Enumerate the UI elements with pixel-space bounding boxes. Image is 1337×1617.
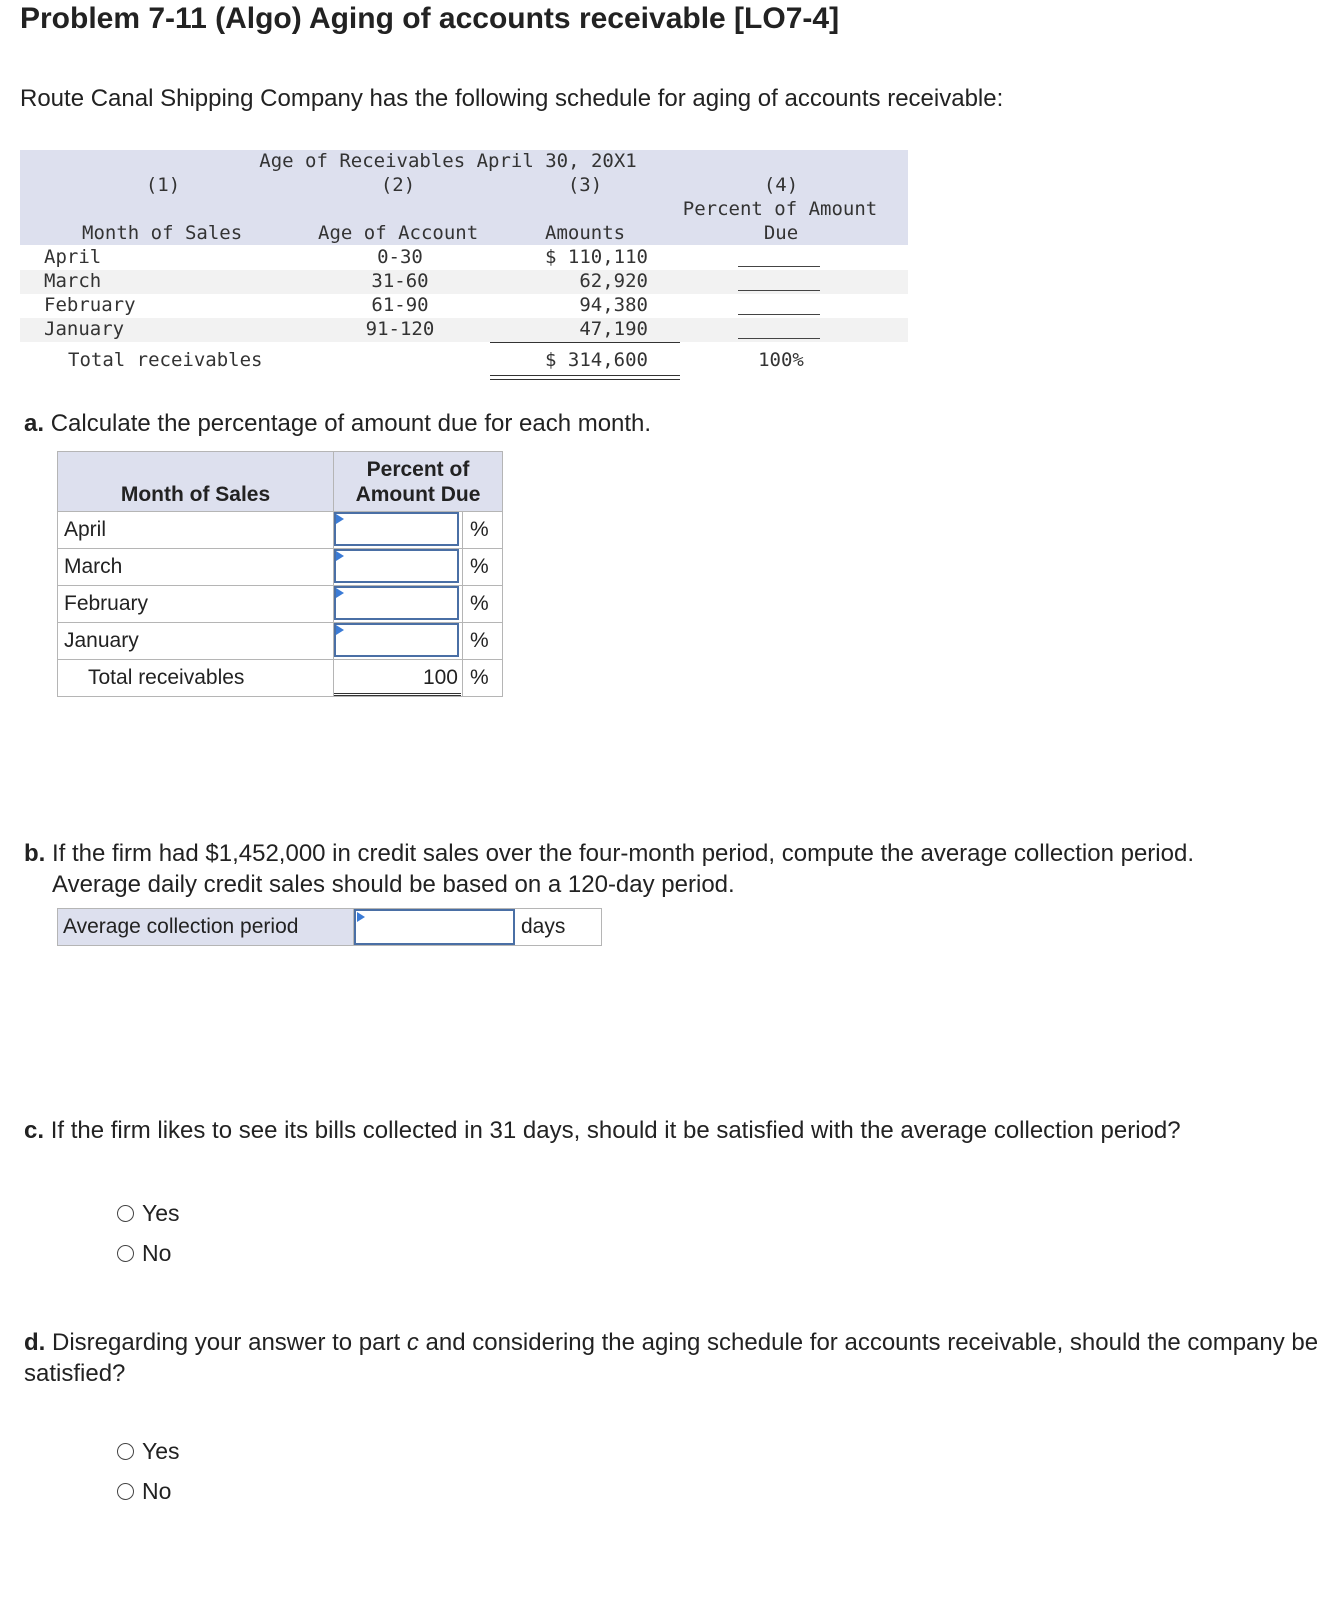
col4-number: (4) <box>763 174 799 196</box>
part-d-text-pre: Disregarding your answer to part <box>52 1329 407 1356</box>
schedule-total-percent: 100% <box>758 349 804 371</box>
schedule-age: 31-60 <box>371 270 429 292</box>
schedule-amount: 94,380 <box>579 294 648 316</box>
schedule-month: March <box>44 270 102 292</box>
radio-label: Yes <box>142 1437 180 1464</box>
part-a-col2-header-line2: Amount Due <box>355 483 481 506</box>
col1-header: Month of Sales <box>82 222 243 244</box>
col1-number: (1) <box>145 174 181 196</box>
radio-label: No <box>142 1239 172 1266</box>
schedule-caption: Age of Receivables April 30, 20X1 <box>259 150 637 172</box>
collection-period-label: Average collection period <box>58 909 354 945</box>
part-a-input-cell <box>334 512 503 549</box>
col2-header: Age of Account <box>318 222 479 244</box>
schedule-month: April <box>44 246 102 268</box>
col2-number: (2) <box>380 174 416 196</box>
schedule-amount: 47,190 <box>579 318 648 340</box>
percent-unit: % <box>462 549 502 585</box>
radio-circle-icon <box>117 1205 134 1222</box>
days-unit: days <box>521 915 566 938</box>
part-a-col2-header <box>334 452 503 512</box>
input-marker-icon <box>336 588 344 598</box>
input-marker-icon <box>336 625 344 635</box>
part-c-letter: c. <box>24 1117 45 1144</box>
part-a-input-cell <box>334 549 503 586</box>
part-a-total-cell <box>334 660 503 697</box>
percent-unit: % <box>462 586 502 622</box>
problem-title: Problem 7-11 (Algo) Aging of accounts receivable [LO7-4] <box>20 2 840 35</box>
percent-unit: % <box>462 512 502 548</box>
part-d-yes-radio[interactable] <box>117 1431 180 1471</box>
radio-label: No <box>142 1477 172 1504</box>
schedule-percent-blank <box>738 338 820 339</box>
input-marker-icon <box>336 551 344 561</box>
part-d-letter: d. <box>24 1329 46 1356</box>
part-a-row-label: February <box>58 586 334 623</box>
part-c-no-radio[interactable] <box>117 1233 180 1273</box>
part-d-text-italic: c <box>406 1329 419 1356</box>
part-a-table <box>57 451 503 697</box>
input-marker-icon <box>357 912 365 922</box>
schedule-percent-blank <box>738 266 820 267</box>
part-a-row-label: April <box>58 512 334 549</box>
total-double-rule <box>490 375 680 380</box>
radio-label: Yes <box>142 1199 180 1226</box>
part-d-no-radio[interactable] <box>117 1471 180 1511</box>
schedule-month: February <box>44 294 136 316</box>
part-d-options <box>117 1431 180 1511</box>
january-percent-input[interactable] <box>334 623 459 657</box>
part-a-col1-header: Month of Sales <box>58 452 334 512</box>
part-d-text-post: and considering the aging schedule for accounts receivable, should the company be satisfied? <box>24 1329 1319 1387</box>
part-a-row-label: January <box>58 623 334 660</box>
march-percent-input[interactable] <box>334 549 459 583</box>
schedule-age: 91-120 <box>365 318 435 340</box>
radio-circle-icon <box>117 1483 134 1500</box>
part-a-total-label: Total receivables <box>58 660 334 697</box>
part-c-question <box>24 1117 1181 1145</box>
col3-number: (3) <box>567 174 603 196</box>
april-percent-input[interactable] <box>334 512 459 546</box>
radio-circle-icon <box>117 1245 134 1262</box>
collection-period-input[interactable] <box>354 909 515 945</box>
schedule-month: January <box>44 318 125 340</box>
input-marker-icon <box>336 514 344 524</box>
subtotal-rule <box>490 342 680 343</box>
part-a-input-cell <box>334 623 503 660</box>
schedule-age: 61-90 <box>371 294 429 316</box>
part-c-options <box>117 1193 180 1273</box>
part-a-letter: a. <box>24 410 45 437</box>
part-c-yes-radio[interactable] <box>117 1193 180 1233</box>
schedule-total-label: Total receivables <box>68 349 263 371</box>
part-b-letter: b. <box>24 840 46 867</box>
part-a-input-cell <box>334 586 503 623</box>
col3-header: Amounts <box>545 222 626 244</box>
part-c-text: If the firm likes to see its bills collected in 31 days, should it be satisfied with the average collection period? <box>50 1117 1181 1144</box>
part-b-answer-row <box>57 908 602 946</box>
part-a-total-value: 100 <box>334 660 461 696</box>
schedule-amount: $ 110,110 <box>545 246 648 268</box>
part-b-text-line1: If the firm had $1,452,000 in credit sales over the four-month period, compute the average collection period. <box>52 840 1194 867</box>
intro-text: Route Canal Shipping Company has the following schedule for aging of accounts receivable: <box>20 85 1004 112</box>
col4-header-line2: Due <box>763 222 799 244</box>
part-d-question <box>24 1327 1324 1389</box>
schedule-amount: 62,920 <box>579 270 648 292</box>
part-a-question <box>24 410 651 438</box>
aging-schedule <box>20 150 908 371</box>
part-b-text-line2: Average daily credit sales should be based on a 120-day period. <box>52 871 735 898</box>
part-b-question <box>24 838 1194 900</box>
february-percent-input[interactable] <box>334 586 459 620</box>
schedule-percent-blank <box>738 290 820 291</box>
schedule-total-amount: $ 314,600 <box>545 349 648 371</box>
schedule-percent-blank <box>738 314 820 315</box>
schedule-age: 0-30 <box>377 246 423 268</box>
col4-header-line1: Percent of Amount <box>682 198 878 220</box>
percent-unit: % <box>462 623 502 659</box>
radio-circle-icon <box>117 1443 134 1460</box>
percent-unit: % <box>462 660 502 696</box>
part-a-row-label: March <box>58 549 334 586</box>
part-a-text: Calculate the percentage of amount due for each month. <box>50 410 652 437</box>
part-a-col2-header-line1: Percent of <box>366 458 470 481</box>
